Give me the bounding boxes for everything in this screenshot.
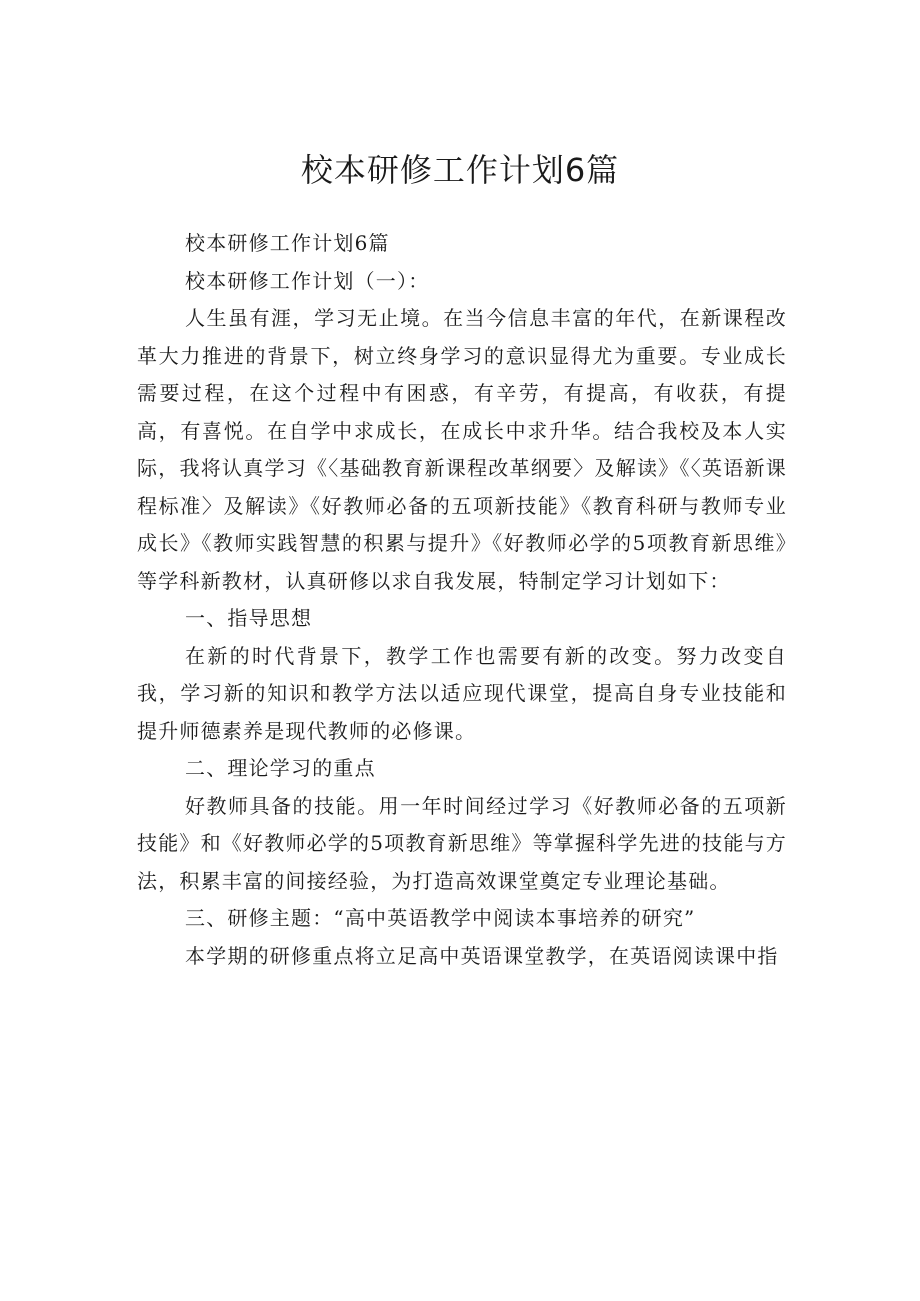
section-heading-theory-focus: 二、理论学习的重点 [185, 756, 376, 780]
paragraph-subtitle: 校本研修工作计划6篇 [185, 231, 390, 255]
document-title: 校本研修工作计划6篇 [300, 151, 620, 189]
paragraph-guiding-thought: 在新的时代背景下，教学工作也需要有新的改变。努力改变自我，学习新的知识和教学方法以适应现代课堂，提高自身专业技能和提升师德素养是现代教师的必修课。 [137, 643, 787, 743]
section-heading-research-topic: 三、研修主题：“高中英语教学中阅读本事培养的研究” [185, 906, 696, 930]
section-heading-guiding-thought: 一、指导思想 [185, 606, 313, 630]
paragraph-plan-one-heading: 校本研修工作计划（一）： [185, 268, 430, 293]
paragraph-research-topic: 本学期的研修重点将立足高中英语课堂教学，在英语阅读课中指 [185, 943, 779, 968]
paragraph-intro: 人生虽有涯，学习无止境。在当今信息丰富的年代，在新课程改革大力推进的背景下，树立终身学习的意识显得尤为重要。专业成长需要过程，在这个过程中有困惑，有辛劳，有提高，有收获，有提高，有喜悦。在自学中求成长，在成长中求升华。结合我校及本人实际，我将认真学习《〈基础教育新课程改革纲要〉及解读》《〈英语新课程标准〉及解读》《好教师必备的五项新技能》《教育科研与教师专业成长》《教师实践智慧的积累与提升》《好教师必学的5项教育新思维》等学科新教材，认真研修以求自我发展，特制定学习计划如下： [137, 306, 787, 593]
document-body [137, 225, 787, 975]
paragraph-theory-focus: 好教师具备的技能。用一年时间经过学习《好教师必备的五项新技能》和《好教师必学的5项教育新思维》等掌握科学先进的技能与方法，积累丰富的间接经验，为打造高效课堂奠定专业理论基础。 [137, 793, 787, 893]
